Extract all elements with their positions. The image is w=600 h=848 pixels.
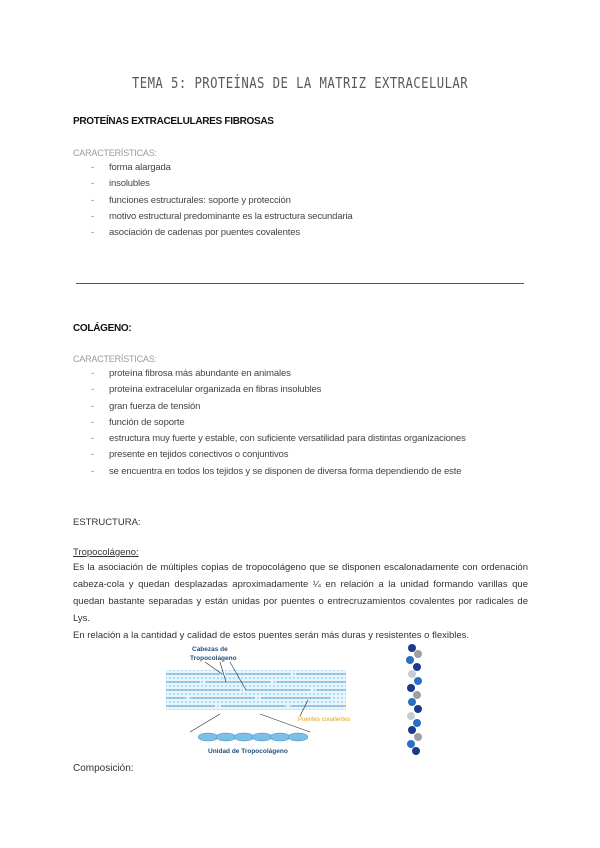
- horizontal-divider: [76, 283, 524, 284]
- list-item: - asociación de cadenas por puentes covalentes: [73, 225, 353, 241]
- caracteristicas-label-1: CARACTERÍSTICAS:: [73, 148, 157, 158]
- label-heads-1: Cabezas de: [192, 646, 228, 653]
- label-unit: Unidad de Tropocolágeno: [208, 748, 288, 755]
- label-bridges: Puentes covalentes: [298, 717, 351, 723]
- estructura-heading: ESTRUCTURA:: [73, 517, 141, 528]
- list-item: - estructura muy fuerte y estable, con suficiente versatilidad para distintas organizaciones: [73, 431, 466, 447]
- triple-helix-illustration: [400, 640, 430, 758]
- tropocolageno-heading: Tropocolágeno:: [73, 547, 139, 558]
- list-item: - se encuentra en todos los tejidos y se disponen de diversa forma dependiendo de este: [73, 464, 466, 480]
- caracteristicas-label-2: CARACTERÍSTICAS:: [73, 354, 157, 364]
- section-heading-fibrosas: PROTEÍNAS EXTRACELULARES FIBROSAS: [73, 116, 274, 127]
- list-item: - presente en tejidos conectivos o conjuntivos: [73, 447, 466, 463]
- paragraph-text: Es la asociación de múltiples copias de tropocolágeno que se disponen escalonadamente con ordenación cabeza-cola y quedan desplazadas aproximadamente ¼ en relación a la unidad formando varillas que quedan bastante separadas y están unidas por puentes o entrecruzamientos covalentes por radicales de Lys.: [73, 562, 528, 624]
- list-item: - proteína fibrosa más abundante en animales: [73, 366, 466, 382]
- fibrosas-list: [73, 160, 353, 241]
- list-item: - forma alargada: [73, 160, 353, 176]
- paragraph-text: En relación a la cantidad y calidad de estos puentes serán más duras y resistentes o flexibles.: [73, 630, 470, 641]
- label-heads-2: Tropocolágeno: [190, 655, 237, 662]
- list-item: - insolubles: [73, 176, 353, 192]
- list-item: - motivo estructural predominante es la estructura secundaria: [73, 209, 353, 225]
- list-item: - función de soporte: [73, 415, 466, 431]
- section-heading-colageno: COLÁGENO:: [73, 323, 132, 334]
- list-item: - gran fuerza de tensión: [73, 399, 466, 415]
- page-title: TEMA 5: PROTEÍNAS DE LA MATRIZ EXTRACELULAR: [131, 74, 469, 92]
- tropocolageno-paragraph: [73, 559, 528, 644]
- composicion-heading: Composición:: [73, 763, 134, 774]
- tropocolageno-diagram: [160, 640, 360, 758]
- list-item: - proteína extracelular organizada en fibras insolubles: [73, 382, 466, 398]
- colageno-list: [73, 366, 466, 480]
- list-item: - funciones estructurales: soporte y protección: [73, 193, 353, 209]
